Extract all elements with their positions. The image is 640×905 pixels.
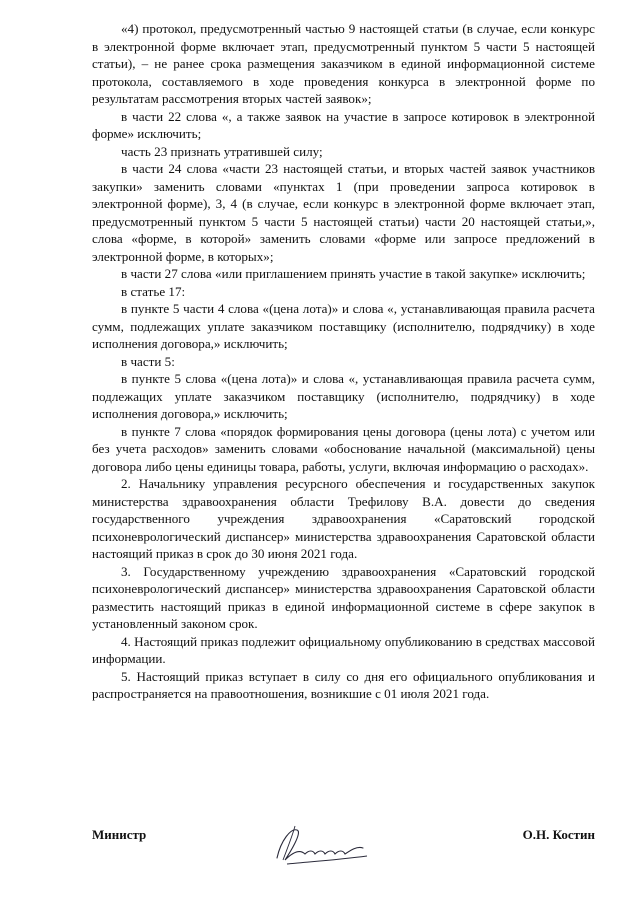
paragraph-article-17: в статье 17: [121,283,186,299]
signature-block [92,820,595,870]
paragraph-clause-3: 3. Государственному учреждению здравоохранения «Саратовский городской психоневрологический диспансер» министерства здравоохранения Саратовской области разместить настоящий приказ в единой информационной системе в сфере закупок в установленный законом срок. [92,563,595,631]
paragraph-clause-5: 5. Настоящий приказ вступает в силу со дня его официального опубликования и распространяется на правоотношения, возникшие с 01 июля 2021 года. [92,668,595,701]
paragraph-part-27: в части 27 слова «или приглашением принять участие в такой закупке» исключить; [121,266,586,281]
paragraph-item-5-part-4: в пункте 5 части 4 слова «(цена лота)» и слова «, устанавливающая правила расчета сумм, подлежащих уплате заказчиком поставщику (исполнителю, подрядчику) в ходе исполнения договора,» исключить; [92,301,595,351]
paragraph-part-24: в части 24 слова «части 23 настоящей статьи, и вторых частей заявок участников закупки» заменить словами «пунктах 1 (при проведении запроса котировок в электронной форме), 3, 4 (в случае, если конкурс в электронной форме включает этап, предусмотренный пунктом 5 части 5 настоящей статьи) части 20 настоящей статьи,», слова «форме, в которой» заменить словами «форме или запросе предложений в электронной форме, в которых»; [92,161,595,264]
paragraph-clause-2: 2. Начальнику управления ресурсного обеспечения и государственных закупок министерства здравоохранения области Трефилову В.А. довести до сведения государственного учреждения здравоохранения «Саратовский городской психоневрологический диспансер» министерства здравоохранения Саратовской области настоящий приказ в срок до 30 июня 2021 года. [92,476,595,561]
paragraph-part-23: часть 23 признать утратившей силу; [121,143,323,159]
paragraph-part-22: в части 22 слова «, а также заявок на участие в запросе котировок в электронной форме» исключить; [92,108,595,141]
signatory-name: О.Н. Костин [522,827,595,842]
paragraph-item-4-protocol: «4) протокол, предусмотренный частью 9 настоящей статьи (в случае, если конкурс в электронной форме включает этап, предусмотренный пунктом 5 части 5 настоящей статьи), – не ранее срока размещения заказчиком в единой информационной системе протокола, составляемого в ходе проведения конкурса в электронной форме по результатам рассмотрения вторых частей заявок»; [92,21,595,106]
document-body [92,20,595,703]
paragraph-item-5: в пункте 5 слова «(цена лота)» и слова «, устанавливающая правила расчета сумм, подлежащих уплате заказчиком поставщику (исполнителю, подрядчику) в ходе исполнения договора,» исключить; [92,371,595,421]
handwritten-signature [267,820,377,868]
paragraph-clause-4: 4. Настоящий приказ подлежит официальному опубликованию в средствах массовой информации. [92,633,595,666]
paragraph-part-5: в части 5: [121,353,175,369]
paragraph-item-7: в пункте 7 слова «порядок формирования цены договора (цены лота) с учетом или без учета расходов» заменить словами «обоснование начальной (максимальной) цены договора либо цены единицы товара, работы, услуги, включая информацию о расходах». [92,423,595,474]
signatory-title: Министр [92,827,147,842]
